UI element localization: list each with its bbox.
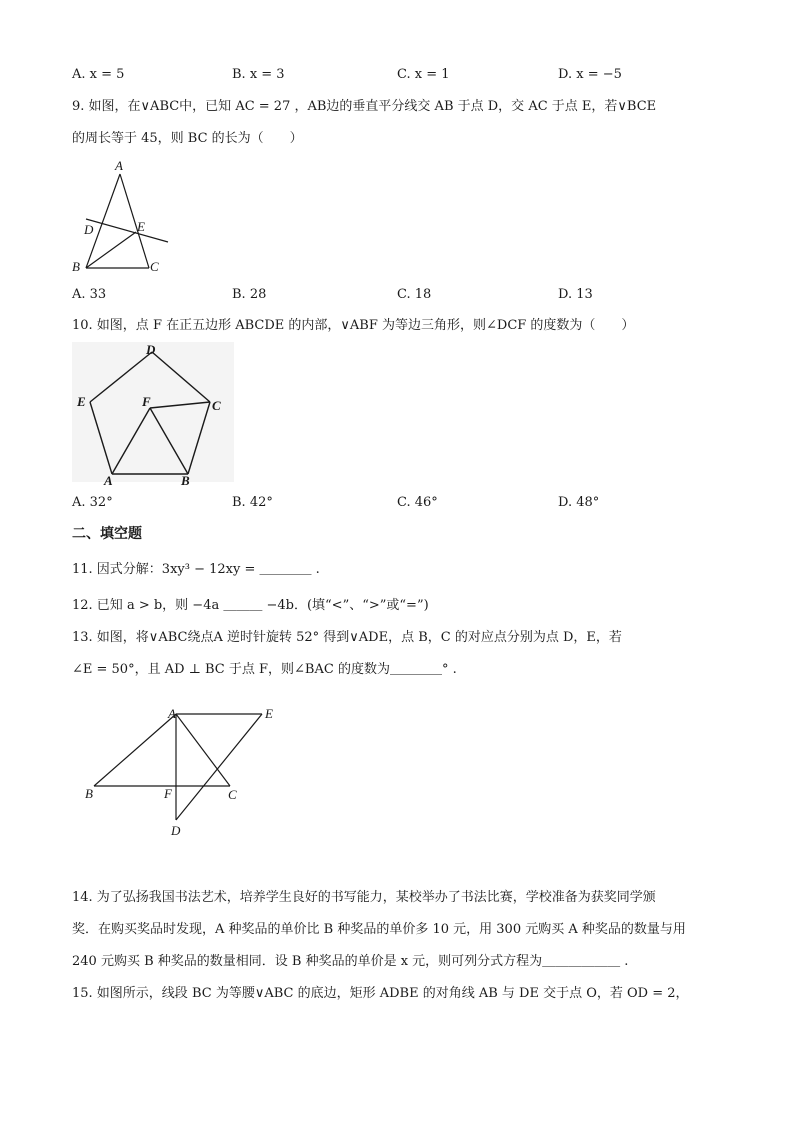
q13-rotation-figure (82, 702, 282, 842)
q14-text-line1: 14. 为了弘扬我国书法艺术，培养学生良好的书写能力，某校举办了书法比赛，学校准备为获奖同学颁 (72, 890, 656, 905)
q10-option-a: A. 32° (72, 495, 113, 510)
q9-label-b: B (72, 259, 80, 274)
q10-option-c: C. 46° (397, 495, 438, 510)
q9-option-d: D. 13 (558, 287, 593, 302)
q10-label-f: F (142, 394, 151, 409)
q12-text: 12. 已知 a > b，则 −4a ＿＿＿ −4b．(填“<”、“>”或“=”) (72, 598, 429, 613)
q13-label-a: A (168, 706, 176, 721)
q9-label-a: A (115, 158, 123, 173)
q8-option-a: A. x = 5 (72, 67, 125, 82)
q9-segment-be (86, 232, 136, 268)
q13-label-b: B (85, 786, 93, 801)
q9-option-b: B. 28 (232, 287, 267, 302)
q13-text-line1: 13. 如图，将∨ABC绕点A 逆时针旋转 52° 得到∨ADE，点 B，C 的对应点分别为点 D，E，若 (72, 630, 622, 645)
q10-label-e: E (77, 394, 86, 409)
q10-label-c: C (212, 398, 221, 413)
q13-side-ab (94, 714, 176, 786)
q13-text-line2: ∠E = 50°，且 AD ⊥ BC 于点 F，则∠BAC 的度数为＿＿＿＿° . (72, 662, 457, 677)
q14-text-line3: 240 元购买 B 种奖品的数量相同．设 B 种奖品的单价是 x 元，则可列分式方程为＿＿＿＿＿＿ . (72, 954, 629, 969)
q9-text-line1: 9. 如图，在∨ABC中，已知 AC = 27 ，AB边的垂直平分线交 AB 于点 D，交 AC 于点 E，若∨BCE (72, 99, 657, 114)
q10-pentagon-figure (70, 340, 240, 490)
q15-text-line1: 15. 如图所示，线段 BC 为等腰∨ABC 的底边，矩形 ADBE 的对角线 AB 与 DE 交于点 O，若 OD = 2， (72, 986, 689, 1001)
q10-option-d: D. 48° (558, 495, 600, 510)
q14-text-line2: 奖．在购买奖品时发现，A 种奖品的单价比 B 种奖品的单价多 10 元，用 300 元购买 A 种奖品的数量与用 (72, 922, 686, 937)
q13-side-ac (176, 714, 230, 786)
q9-option-a: A. 33 (72, 287, 107, 302)
q9-text-line2: 的周长等于 45，则 BC 的长为（ ） (72, 131, 303, 146)
q10-text-line1: 10. 如图，点 F 在正五边形 ABCDE 的内部，∨ABF 为等边三角形，则∠DCF 的度数为（ ） (72, 318, 635, 333)
q9-label-c: C (150, 259, 159, 274)
section-heading-fill-in: 二、填空题 (72, 526, 142, 542)
q10-label-b: B (181, 473, 190, 488)
q8-option-b: B. x = 3 (232, 67, 285, 82)
q9-triangle-figure (70, 158, 180, 280)
q9-label-d: D (84, 222, 94, 237)
q13-label-e: E (265, 706, 273, 721)
q8-option-d: D. x = −5 (558, 67, 622, 82)
q13-side-ed (176, 714, 262, 820)
q10-label-a: A (104, 473, 113, 488)
q13-label-c: C (228, 787, 237, 802)
q9-label-e: E (137, 219, 145, 234)
q9-option-c: C. 18 (397, 287, 432, 302)
q8-option-c: C. x = 1 (397, 67, 450, 82)
q13-label-f: F (164, 786, 172, 801)
q10-label-d: D (146, 342, 156, 357)
q10-option-b: B. 42° (232, 495, 273, 510)
q11-text: 11. 因式分解：3xy³ − 12xy = ＿＿＿＿ . (72, 562, 320, 577)
q13-label-d: D (171, 823, 181, 838)
